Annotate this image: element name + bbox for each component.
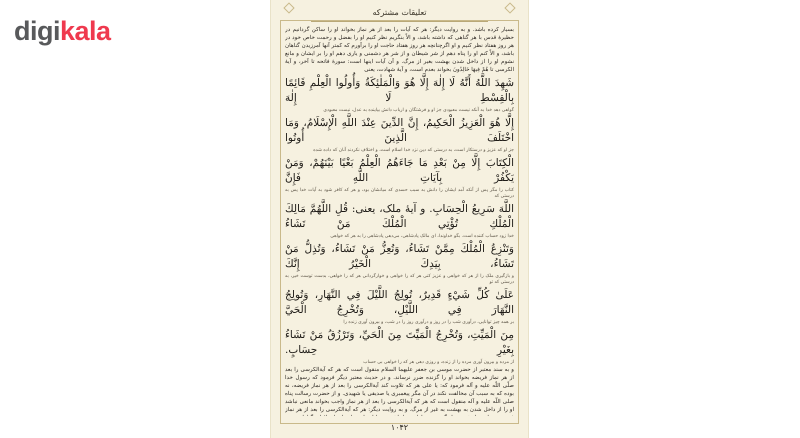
page-body	[285, 26, 514, 416]
prose-paragraph: بسیار کرده باشد. و به روایت دیگر: هر که آیات را بعد از هر نماز بخواند او را ساکن گردانیم در حظیرهٔ قدس با هر گناهی که داشته باشد، و الاّ بنگریم نظر کنیم او را بفضل و رحمت خاص خود در هر روز هفتاد نظر کنیم و او اگرچنانچه هر روز هفتاد حاجت او را برآورم که کمتر آنها آمرزیدن گناهان باشد، و الاّ کنم او را پناه دهم از شر شیطان و از شر هر دشمنی و یاری دهم او را بر ایشان و مانع نشوم او را از داخل شدن بهشت بغیر از مرگ. و آن آیات اینها است: سورهٔ فاتحه تا آخر، و آیهٔ الکرسی تا هُمْ فِيهَا خَالِدُونَ بخواند بعدم است، و آیهٔ شهادت، یعنی	[285, 27, 514, 73]
page-number: ۱۰۴۲	[390, 423, 409, 432]
translation-line: خدا زود حساب کننده است. بگو خداوندا، ای مالک پادشاهی، می‌دهی پادشاهی را به هر که خواهی	[330, 234, 514, 239]
logo-digi-part: digi	[14, 16, 60, 46]
translation-line: جز او که عزیز و درستکار است، به درستی که دین نزد خدا اسلام است، و اختلاف نکردند آنان که داده شده	[313, 148, 514, 153]
logo-kala-part: kala	[60, 16, 111, 46]
translation-line: گواهی دهد خدا به آنکه نیست معبودی جز او و فرشتگان و ارباب دانش بپاینده به عدل، نیست معبودی	[323, 108, 514, 113]
quran-verse-line: عَلَىٰ كُلِّ شَيْءٍ قَدِيرٌ، تُولِجُ اللَّيْلَ فِي النَّهَارِ، وَتُولِجُ النَّهَارَ فِي اللَّيْلِ، وَتُخْرِجُ الْحَيَّ	[285, 289, 514, 316]
translation-line: کتاب را مگر پس از آنکه آمد ایشان را دانش به سبب حسدی که میانشان بود، و هر که کافر شود به آیات خدا پس به درستی که	[285, 188, 514, 199]
quran-verse-line: مِنَ الْمَيِّتِ، وَتُخْرِجُ الْمَيِّتَ مِنَ الْحَيِّ، وَتَرْزُقُ مَنْ تَشَاءُ بِغَيْرِ حِسَابٍ.	[285, 329, 514, 356]
prose-paragraph: و به سند معتبر از حضرت موسی بن جعفر علیهما السلام منقول است که هر که آیةالکرسی را بعد از هر نماز فریضه بخواند او را گزنده ضرر نرساند. و در حدیث معتبر دیگر فرمود که رسول خدا صلّی اللّه علیه و آله فرمود که: یا علی هر که تلاوت کند آیةالکرسی را بعد از هر نماز فریضه، نه بوده که به سبب آن مخالفت نکند در آن مگر پیغمبری یا صدیقی یا شهیدی. و از حضرت رسالت پناه صلی اللّه علیه و آله منقول است که هر که آیةالکرسی را بعد از هر نماز واجب بخواند مانعی نباشد او را از داخل شدن به بهشت به غیر از مرگ. و به روایت دیگر: هر که آیةالکرسی را بعد از هر نماز	[285, 367, 514, 413]
digikala-logo[interactable]	[14, 18, 111, 45]
header-divider	[311, 21, 488, 22]
translation-line: از مرده و بیرون آوری مرده را از زنده، و روزی دهی هر که را خواهی بی حساب	[363, 360, 514, 365]
quran-verse-line: وَتَنْزِعُ الْمُلْكَ مِمَّنْ تَشَاءُ، وَتُعِزُّ مَنْ تَشَاءُ، وَتُذِلُّ مَنْ تَشَاءُ، بِيَدِكَ الْخَيْرُ إِنَّكَ	[285, 243, 514, 270]
quran-verse-line: الْكِتَابَ إِلَّا مِنْ بَعْدِ مَا جَاءَهُمُ الْعِلْمُ بَغْيًا بَيْنَهُمْ، وَمَنْ يَكْفُرْ بِآيَاتِ اللَّهِ فَإِنَّ	[285, 157, 514, 184]
quran-verse-line: إِلَّا هُوَ الْعَزِيزُ الْحَكِيمُ، إِنَّ الدِّينَ عِنْدَ اللَّهِ الْإِسْلَامُ، وَمَا اخْتَلَفَ الَّذِينَ أُوتُوا	[285, 117, 514, 144]
quran-verse-line: شَهِدَ اللَّهُ أَنَّهُ لَا إِلٰهَ إِلَّا هُوَ وَالْمَلٰئِكَةُ وَأُولُوا الْعِلْمِ قَائِمًا بِالْقِسْطِ لَا إِلٰهَ	[285, 77, 514, 104]
translation-line: و بازگیری ملک را از هر که خواهی و عزیز کنی هر که را خواهی و خوارگردانی هر که را خواهی، بدست توست خیر، به درستی که تو	[285, 274, 514, 285]
quran-verse-line: اللَّهَ سَرِيعُ الْحِسَابِ. و آیهٔ ملک، یعنی: قُلِ اللَّهُمَّ مَالِكَ الْمُلْكِ تُؤْتِي الْمُلْكَ مَنْ تَشَاءُ	[285, 203, 514, 230]
translation-line: بر همه چیز توانایی، درآوری شب را در روز و درآوری روز را در شب، و بیرون آوری زنده را	[343, 320, 514, 325]
book-page	[270, 0, 529, 438]
page-header-title: تعلیقات مشترکه	[372, 8, 427, 17]
